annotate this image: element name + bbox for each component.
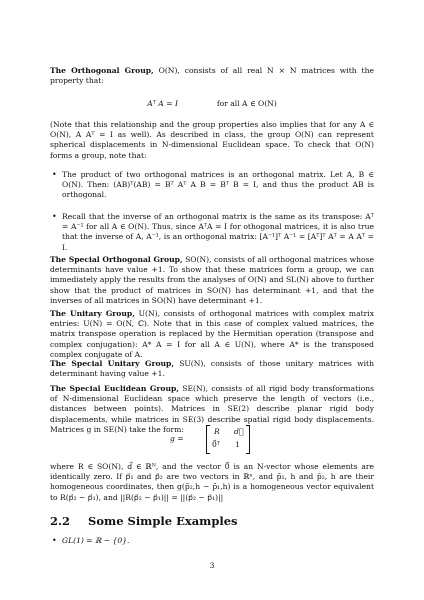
bullet-icon: •	[52, 170, 57, 179]
bullet-1-text: The product of two orthogonal matrices is an orthogonal matrix. Let A, B ∈ O(N). Then: (AB)ᵀ(AB) = Bᵀ Aᵀ A B = Bᵀ B = I, and thus the product AB is orthogonal.	[62, 170, 374, 200]
equation-left: Aᵀ A = I	[147, 99, 178, 108]
section-bullet	[52, 536, 374, 546]
matrix-label: g =	[170, 434, 184, 443]
section-title: Some Simple Examples	[88, 514, 238, 528]
matrix-d: d⃗	[234, 427, 244, 436]
orthogonal-heading: The Orthogonal Group,	[50, 66, 154, 75]
section-bullet-text: GL(1) = ℝ − {0}.	[62, 536, 130, 545]
orthogonal-bullet-2	[52, 212, 374, 253]
matrix-r: R	[214, 427, 220, 436]
orthogonal-note: (Note that this relationship and the group properties also implies that for any A ∈ O(N), A Aᵀ = I as well). As described in class, the group O(N) can represent spherical displacements in N-dimensional Euclidean space. To check that O(N) forms a group, note that:	[50, 120, 374, 160]
matrix-g	[170, 425, 250, 453]
bullet-icon: •	[52, 212, 57, 221]
orthogonal-intro	[50, 66, 374, 86]
section-heading	[50, 514, 238, 528]
orthogonal-heading-symbol: O(N)	[158, 66, 178, 75]
orthogonal-bullet-1	[52, 170, 374, 201]
special-euclidean-after: where R ∈ SO(N), d⃗ ∈ ℝᴺ, and the vector 0⃗ is an N-vector whose elements are identically zero. If p⃗₁ and p⃗₂ are two vectors in ℝⁿ, and p̃₁, h and p̃₂, h are their homogeneous coordinates, then g(p̃₂,h − p̃₁,h) is a homogeneous vector equivalent to R(p⃗₂ − p⃗₁), and ||R(p⃗₂ − p⃗₁)|| = ||(p⃗₂ − p⃗₁)||	[50, 462, 374, 502]
unitary-paragraph	[50, 309, 374, 360]
unitary-heading: The Unitary Group,	[50, 309, 135, 318]
special-euclidean-heading: The Special Euclidean Group,	[50, 384, 179, 393]
bullet-2-text: Recall that the inverse of an orthogonal matrix is the same as its transpose: Aᵀ = A⁻¹ for all A ∈ O(N). Thus, since AᵀA = I for othogonal matrices, it is also true that the inverse of A, A⁻¹, is an orthogonal matrix: [A⁻¹]ᵀ A⁻¹ = [Aᵀ]ᵀ Aᵀ = A Aᵀ = I.	[62, 212, 374, 252]
section-number: 2.2	[50, 514, 71, 528]
special-unitary-heading: The Special Unitary Group,	[50, 359, 175, 368]
matrix-zero: 0⃗ᵀ	[212, 440, 221, 449]
special-unitary-paragraph	[50, 359, 374, 379]
orthogonal-intro-text: , consists of all real N × N matrices with the property that:	[50, 66, 374, 86]
special-orthogonal-heading: The Special Orthogonal Group,	[50, 255, 183, 264]
matrix-one: 1	[235, 440, 240, 449]
left-bracket	[206, 425, 210, 454]
unitary-text: U(N), consists of orthogonal matrices with complex matrix entries: U(N) = O(N, ℂ). Note that in this case of complex valued matrices, the matrix transpose operation is replaced by the Hermitian operation (transpose and complex conjugation): A* A = I for all A ∈ U(N), where A* is the transposed complex conjugate of A.	[50, 309, 374, 359]
special-orthogonal-paragraph	[50, 255, 374, 306]
special-orthogonal-text: SO(N), consists of all orthogonal matrices whose determinants have value +1. To show that these matrices form a group, we can immediately apply the results from the analyses of O(N) and SL(N) above to further show that the product of matrices in SO(N) has determinant +1, and that the inverses of all matrices in SO(N) have determinant +1.	[50, 255, 374, 305]
bullet-icon: •	[52, 536, 57, 545]
right-bracket	[246, 425, 250, 454]
orthogonal-equation	[50, 99, 374, 109]
equation-right: for all A ∈ O(N)	[216, 99, 277, 108]
special-euclidean-text: SE(N), consists of all rigid body transformations of N-dimensional Euclidean space which preserve the length of vectors (i.e., distances between points). Matrices in SE(2) describe planar rigid body displacements, while matrices in SE(3) describe spatial rigid body displacements. Matrices g in SE(N) take the form:	[50, 384, 374, 434]
special-unitary-text: SU(N), consists of those unitary matrices with determinant having value +1.	[50, 359, 374, 379]
page-number: 3	[209, 561, 215, 570]
